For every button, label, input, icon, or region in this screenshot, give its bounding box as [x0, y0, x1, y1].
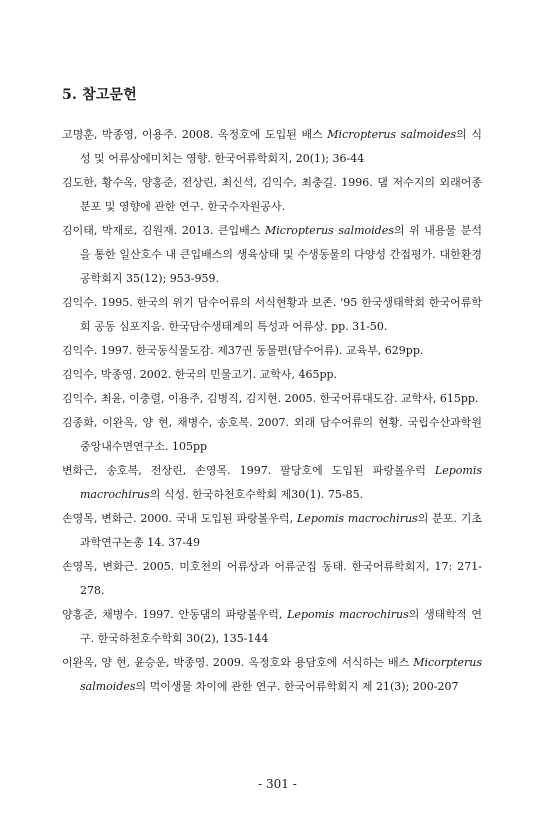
reference-text: 김익수. 1995. 한국의 위기 담수어류의 서식현황과 보존. '95 한국생태학회 한국어류학회 공동 심포지움. 한국담수생태계의 특성과 어류상. pp. 31-50.: [62, 296, 482, 333]
species-name: Micropterus salmoides: [265, 224, 394, 237]
reference-text: 의 위 내용물 분석을 통한 일산호수 내 큰입배스의 생육상태 및 수생동물의 다양성 간접평가. 대한환경공학회지 35(12); 953-959.: [80, 224, 482, 285]
reference-entry: [62, 219, 482, 291]
page-number: - 301 -: [258, 777, 297, 791]
reference-text: 의 식성. 한국하천호수학회 제30(1). 75-85.: [149, 488, 364, 501]
reference-entry: [62, 123, 482, 171]
reference-text: 김종화, 이완옥, 양 현, 채병수, 송호복. 2007. 외래 담수어류의 현황. 국립수산과학원 중앙내수면연구소. 105pp: [62, 416, 482, 453]
reference-entry: [62, 363, 482, 387]
reference-text: 손영목, 변화근. 2005. 미호천의 어류상과 어류군집 동태. 한국어류학회지, 17: 271-278.: [62, 560, 482, 597]
reference-text: 김도한, 황수옥, 양홍준, 전상린, 최신석, 김익수, 최충길. 1996. 댐 저수지의 외래어종 분포 및 영향에 관한 연구. 한국수자원공사.: [62, 176, 482, 213]
reference-text: 변화근, 송호복, 전상린, 손영목. 1997. 팔당호에 도입된 파랑볼우럭: [62, 464, 435, 477]
reference-list: [62, 123, 482, 699]
reference-text: 김익수, 최윤, 이충렬, 이용주, 김병직, 김지현. 2005. 한국어류대도감. 교학사, 615pp.: [62, 392, 479, 405]
reference-text: 손영목, 변화근. 2000. 국내 도입된 파랑볼우럭,: [62, 512, 297, 525]
reference-text: 김익수. 1997. 한국동식물도감. 제37권 동물편(담수어류). 교육부, 629pp.: [62, 344, 424, 357]
species-name: Micorpterus salmoides: [80, 656, 482, 693]
reference-text: 김익수, 박종영. 2002. 한국의 민물고기. 교학사, 465pp.: [62, 368, 338, 381]
reference-text: 이완옥, 양 현, 윤승운, 박종영. 2009. 옥정호와 용담호에 서식하는 배스: [62, 656, 414, 669]
species-name: Micropterus salmoides: [327, 128, 457, 141]
reference-text: 김이태, 박재로, 김원재. 2013. 큰입배스: [62, 224, 266, 237]
reference-text: 의 분포. 기초과학연구논총 14. 37-49: [80, 512, 482, 549]
species-name: Lepomis macrochirus: [287, 608, 409, 621]
reference-entry: [62, 507, 482, 555]
section-heading: 5. 참고문헌: [62, 87, 137, 103]
reference-entry: [62, 411, 482, 459]
reference-entry: [62, 387, 482, 411]
reference-text: 의 생태학적 연구. 한국하천호수학회 30(2), 135-144: [80, 608, 482, 645]
reference-text: 양홍준, 채병수. 1997. 안동댐의 파랑볼우럭,: [62, 608, 288, 621]
reference-entry: [62, 603, 482, 651]
reference-text: 고명훈, 박종영, 이용주. 2008. 옥정호에 도입된 배스: [62, 128, 328, 141]
reference-text: 의 식성 및 어류상에미치는 영향. 한국어류학회지, 20(1); 36-44: [80, 128, 482, 165]
species-name: Lepomis macrochirus: [297, 512, 418, 525]
reference-entry: [62, 651, 482, 699]
species-name: Lepomis macrochirus: [80, 464, 482, 501]
reference-text: 의 먹이생물 차이에 관한 연구. 한국어류학회지 제 21(3); 200-207: [135, 680, 459, 693]
reference-entry: [62, 459, 482, 507]
reference-entry: [62, 291, 482, 339]
reference-entry: [62, 339, 482, 363]
reference-entry: [62, 171, 482, 219]
reference-entry: [62, 555, 482, 603]
